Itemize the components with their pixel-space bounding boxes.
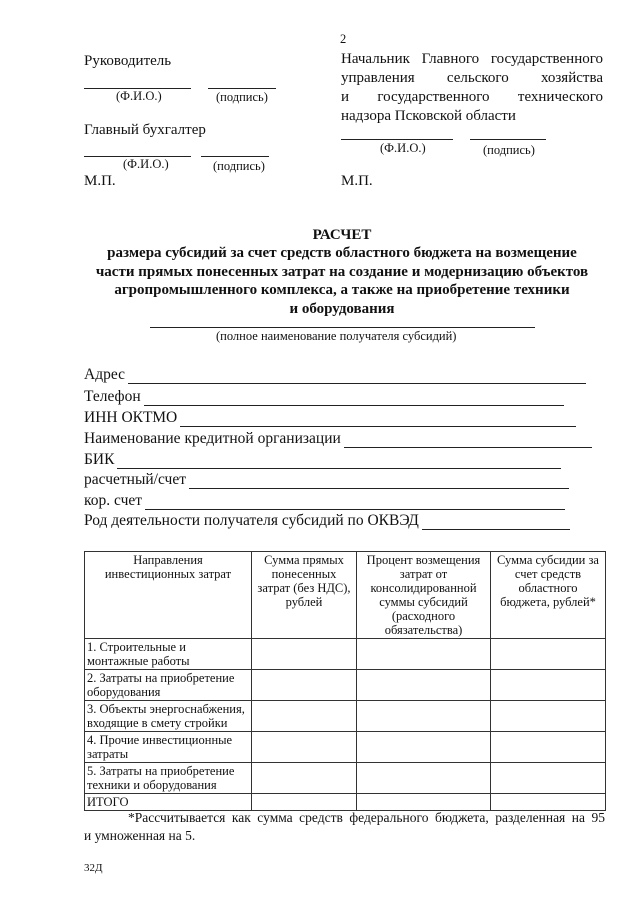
inn-oktmo-field[interactable] [84,409,576,427]
column-header: Сумма прямых понесенных затрат (без НДС), рублей [252,552,357,639]
field-label: ИНН ОКТМО [84,409,178,426]
column-header: Сумма субсидии за счет средств областного бюджета, рублей* [491,552,606,639]
table-cell[interactable] [357,732,491,763]
recipient-name-line[interactable] [150,327,535,328]
approver-signature-line[interactable] [470,139,546,140]
bank-name-field[interactable] [84,430,592,448]
head-signature-label: (подпись) [216,90,268,104]
row-label: 5. Затраты на приобретение техники и оборудования [85,763,252,794]
approver-title [341,50,603,126]
left-stamp: М.П. [84,173,116,189]
table-cell[interactable] [491,732,606,763]
table-cell[interactable] [491,763,606,794]
row-label: 2. Затраты на приобретение оборудования [85,670,252,701]
table-cell[interactable] [252,670,357,701]
table-cell[interactable] [252,794,357,811]
corr-account-field[interactable] [84,492,565,510]
field-value[interactable] [128,369,586,384]
field-value[interactable] [117,454,561,469]
row-label: ИТОГО [85,794,252,811]
field-label: БИК [84,451,115,468]
field-label: расчетный/счет [84,471,186,488]
subsidy-table [84,551,606,811]
subtitle-line: размера субсидий за счет средств областного бюджета на возмещение [107,245,577,261]
table-row [85,763,606,794]
column-header: Направления инвестиционных затрат [85,552,252,639]
field-label: Адрес [84,366,125,383]
head-signature-line[interactable] [208,88,276,89]
document-subtitle [84,244,600,318]
table-row [85,701,606,732]
row-label: 3. Объекты энергоснабжения, входящие в смету стройки [85,701,252,732]
table-cell[interactable] [252,701,357,732]
approver-title-line: надзора Псковской области [341,108,516,124]
table-cell[interactable] [357,794,491,811]
table-cell[interactable] [252,763,357,794]
approver-title-line: Начальник Главного государственного [341,51,603,67]
column-header: Процент возмещения затрат от консолидированной суммы субсидий (расходного обязательства) [357,552,491,639]
table-cell[interactable] [357,670,491,701]
approver-signature-label: (подпись) [483,143,535,157]
right-stamp: М.П. [341,173,373,189]
table-cell[interactable] [491,794,606,811]
field-label: кор. счет [84,492,143,509]
field-label: Род деятельности получателя субсидий по ОКВЭД [84,512,419,529]
table-cell[interactable] [252,639,357,670]
table-cell[interactable] [491,701,606,732]
table-row [85,732,606,763]
page-number: 2 [340,32,347,46]
table-row [85,639,606,670]
table-cell[interactable] [252,732,357,763]
footnote-line: *Рассчитывается как сумма средств федерального бюджета, разделенная на 95 [128,810,605,825]
field-value[interactable] [422,515,570,530]
table-cell[interactable] [491,639,606,670]
row-label: 1. Строительные и монтажные работы [85,639,252,670]
footnote [84,809,605,845]
approver-title-line: и государственного технического [341,89,603,105]
field-value[interactable] [144,391,564,406]
subtitle-line: и оборудования [289,300,395,317]
table-cell[interactable] [357,701,491,732]
field-value[interactable] [145,495,565,510]
accountant-fio-label: (Ф.И.О.) [123,157,169,171]
head-title: Руководитель [84,53,172,69]
document-code: 32Д [84,862,103,874]
head-fio-label: (Ф.И.О.) [116,89,162,103]
subtitle-line: агропромышленного комплекса, а также на приобретение техники [114,282,570,298]
field-value[interactable] [344,433,592,448]
accountant-signature-label: (подпись) [213,159,265,173]
field-value[interactable] [180,412,576,427]
field-label: Телефон [84,388,141,405]
recipient-caption: (полное наименование получателя субсидий) [216,329,457,343]
table-cell[interactable] [491,670,606,701]
accountant-title: Главный бухгалтер [84,122,206,138]
footnote-line: и умноженная на 5. [84,828,196,843]
field-label: Наименование кредитной организации [84,430,341,447]
table-header-row [85,552,606,639]
phone-field[interactable] [84,388,564,406]
field-value[interactable] [189,474,569,489]
okved-field[interactable] [84,512,570,530]
approver-fio-label: (Ф.И.О.) [380,141,426,155]
account-field[interactable] [84,471,569,489]
table-row [85,670,606,701]
document-title: РАСЧЕТ [312,227,372,243]
approver-fio-line[interactable] [341,139,453,140]
approver-title-line: управления сельского хозяйства [341,70,603,86]
address-field[interactable] [84,366,586,384]
accountant-signature-line[interactable] [201,156,269,157]
bik-field[interactable] [84,451,561,469]
table-cell[interactable] [357,763,491,794]
subtitle-line: части прямых понесенных затрат на создание и модернизацию объектов [95,263,589,280]
table-total-row [85,794,606,811]
table-cell[interactable] [357,639,491,670]
row-label: 4. Прочие инвестиционные затраты [85,732,252,763]
